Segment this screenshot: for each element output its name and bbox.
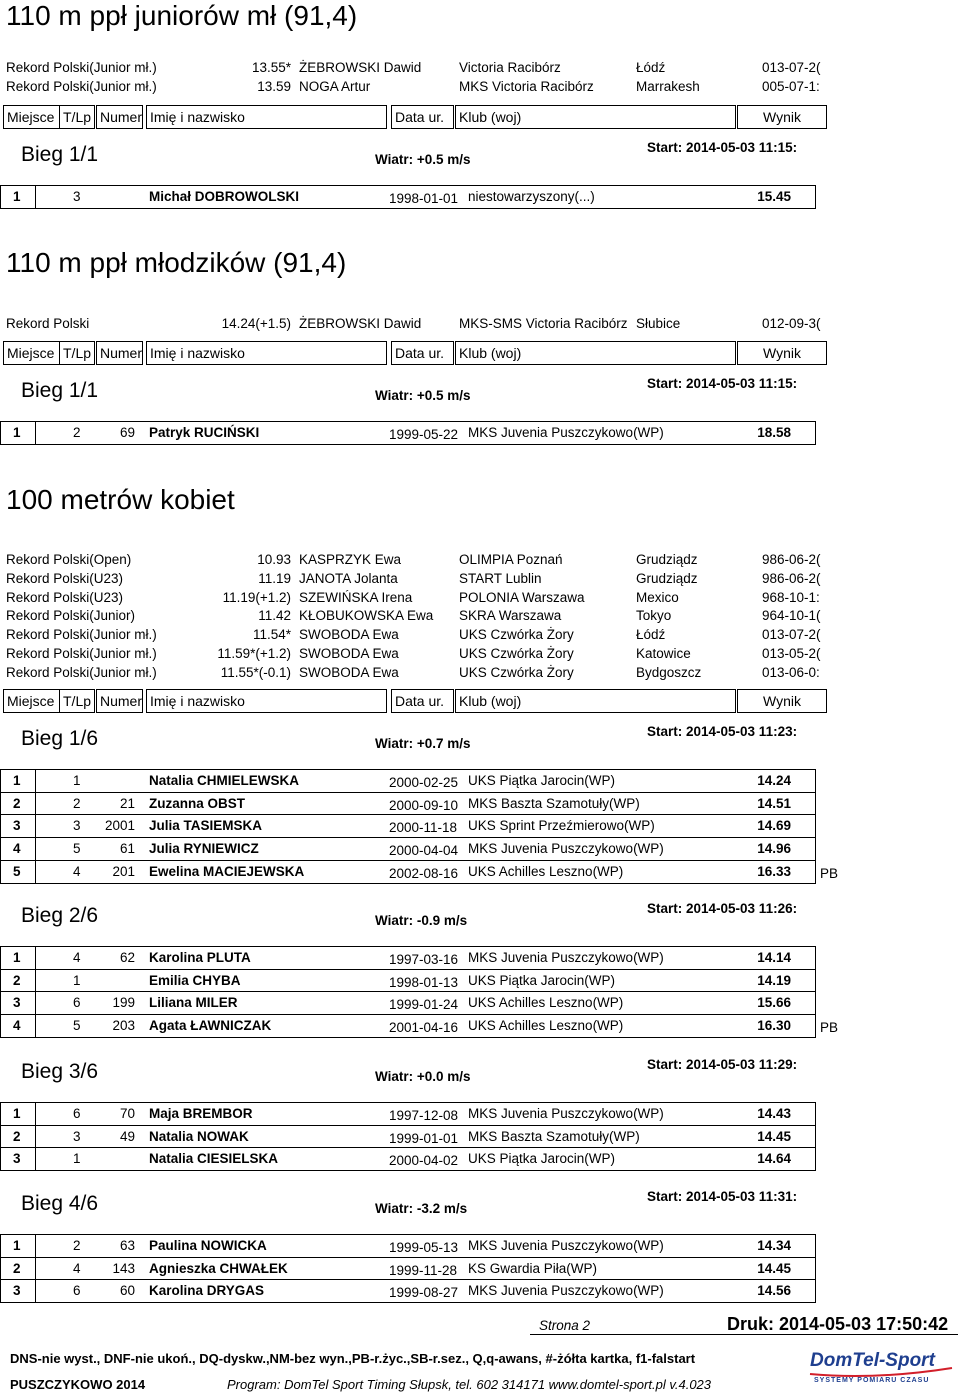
athlete-dob: 2000-09-10 bbox=[389, 797, 459, 813]
column-header-lane: T/Lp bbox=[59, 341, 95, 365]
result-time: 16.33 bbox=[757, 863, 791, 879]
result-lane: 4 bbox=[73, 950, 81, 965]
athlete-dob: 1999-05-22 bbox=[389, 427, 459, 442]
record-label: Rekord Polski(U23) bbox=[6, 589, 124, 605]
athlete-dob: 2002-08-16 bbox=[389, 865, 459, 881]
result-time: 16.30 bbox=[757, 1018, 791, 1034]
result-place: 3 bbox=[13, 995, 21, 1011]
record-label: Rekord Polski(U23) bbox=[6, 570, 124, 586]
record-result: 14.24(+1.5) bbox=[221, 316, 291, 331]
result-lane: 3 bbox=[73, 1128, 81, 1144]
record-holder: KŁOBUKOWSKA Ewa bbox=[299, 608, 434, 624]
athlete-dob: 1997-12-08 bbox=[389, 1108, 459, 1123]
heat-wind: Wiatr: -0.9 m/s bbox=[375, 913, 468, 928]
result-place: 3 bbox=[13, 1283, 21, 1299]
record-date: 986-06-2( bbox=[762, 552, 821, 567]
record-result: 10.93 bbox=[257, 552, 291, 567]
result-row-divider bbox=[0, 1302, 816, 1303]
result-lane: 3 bbox=[73, 818, 81, 834]
result-time: 14.64 bbox=[757, 1151, 791, 1167]
column-header-result: Wynik bbox=[737, 105, 827, 129]
heat-wind: Wiatr: +0.7 m/s bbox=[375, 736, 471, 751]
result-lane: 4 bbox=[73, 863, 81, 879]
column-header-lane: T/Lp bbox=[59, 689, 95, 713]
result-time: 15.66 bbox=[757, 995, 791, 1011]
record-result: 11.54* bbox=[252, 627, 291, 643]
record-result: 11.42 bbox=[258, 608, 291, 624]
record-place: Słubice bbox=[636, 316, 681, 331]
record-place: Tokyo bbox=[636, 608, 672, 624]
record-date: 013-06-0: bbox=[762, 664, 820, 680]
heat-title: Bieg 1/1 bbox=[21, 143, 99, 166]
result-row-divider bbox=[0, 969, 816, 970]
athlete-name: Julia TASIEMSKA bbox=[149, 818, 263, 834]
athlete-club: UKS Piątka Jarocin(WP) bbox=[468, 972, 616, 988]
record-holder: SWOBODA Ewa bbox=[299, 646, 399, 661]
heat-title: Bieg 1/1 bbox=[21, 379, 99, 402]
result-time: 14.34 bbox=[757, 1238, 791, 1253]
record-holder: ŻEBROWSKI Dawid bbox=[299, 316, 422, 331]
record-result: 11.59*(+1.2) bbox=[217, 646, 291, 661]
result-number: 61 bbox=[119, 841, 135, 857]
result-lane: 5 bbox=[73, 1018, 81, 1034]
record-date: 964-10-1( bbox=[762, 608, 821, 624]
athlete-name: Emilia CHYBA bbox=[149, 972, 241, 988]
record-result: 13.59 bbox=[257, 78, 291, 94]
heat-wind: Wiatr: +0.5 m/s bbox=[375, 152, 471, 167]
athlete-name: Agnieszka CHWAŁEK bbox=[149, 1260, 288, 1276]
result-number: 49 bbox=[119, 1128, 135, 1144]
heat-table-border bbox=[0, 421, 816, 422]
result-place: 4 bbox=[13, 841, 21, 857]
result-number: 63 bbox=[119, 1238, 135, 1253]
column-header-dob: Data ur. bbox=[391, 105, 454, 129]
result-number: 201 bbox=[112, 863, 135, 879]
athlete-dob: 1999-05-13 bbox=[389, 1240, 459, 1255]
athlete-dob: 1999-11-28 bbox=[389, 1262, 458, 1278]
result-note: PB bbox=[820, 865, 839, 881]
athlete-dob: 2000-04-02 bbox=[389, 1153, 459, 1169]
result-lane: 2 bbox=[73, 795, 81, 811]
record-date: 986-06-2( bbox=[762, 570, 821, 586]
result-time: 14.24 bbox=[757, 773, 791, 788]
result-number: 199 bbox=[112, 995, 135, 1011]
column-header-number: Numer bbox=[96, 105, 143, 129]
athlete-club: niestowarzyszony(...) bbox=[468, 189, 595, 204]
athlete-club: UKS Achilles Leszno(WP) bbox=[468, 863, 624, 879]
column-header-lane: T/Lp bbox=[59, 105, 95, 129]
result-row-divider bbox=[0, 1125, 816, 1126]
column-header-result: Wynik bbox=[737, 689, 827, 713]
result-number: 203 bbox=[112, 1018, 135, 1034]
record-date: 013-07-2( bbox=[762, 627, 821, 643]
heat-table-rule bbox=[815, 769, 816, 883]
result-row-divider bbox=[0, 208, 816, 209]
column-header-dob: Data ur. bbox=[391, 341, 454, 365]
record-club: UKS Czwórka Żory bbox=[459, 664, 574, 680]
athlete-club: UKS Piątka Jarocin(WP) bbox=[468, 1151, 616, 1167]
result-place: 1 bbox=[13, 1106, 21, 1121]
result-number: 69 bbox=[119, 425, 135, 440]
result-time: 15.45 bbox=[757, 189, 791, 204]
record-result: 11.19(+1.2) bbox=[222, 589, 291, 605]
result-note: PB bbox=[820, 1020, 839, 1036]
result-row-divider bbox=[0, 444, 816, 445]
heat-title: Bieg 4/6 bbox=[21, 1192, 99, 1215]
athlete-name: Michał DOBROWOLSKI bbox=[149, 189, 300, 204]
heat-table-rule bbox=[0, 1102, 1, 1170]
record-date: 013-05-2( bbox=[762, 646, 821, 661]
result-number: 60 bbox=[119, 1283, 135, 1299]
event-title: 110 m ppł młodzików (91,4) bbox=[6, 247, 347, 278]
column-header-dob: Data ur. bbox=[391, 689, 454, 713]
result-lane: 1 bbox=[73, 1151, 81, 1167]
heat-title: Bieg 3/6 bbox=[21, 1060, 99, 1083]
heat-start-time: Start: 2014-05-03 11:29: bbox=[647, 1057, 798, 1072]
heat-table-rule bbox=[35, 1102, 36, 1170]
footer-divider bbox=[530, 1334, 958, 1335]
result-lane: 1 bbox=[73, 972, 81, 988]
heat-table-rule bbox=[815, 1102, 816, 1170]
column-header-name: Imię i nazwisko bbox=[146, 689, 387, 713]
heat-table-rule bbox=[0, 769, 1, 883]
event-title: 110 m ppł juniorów mł (91,4) bbox=[6, 0, 358, 31]
heat-table-rule bbox=[815, 1234, 816, 1302]
heat-table-rule bbox=[0, 421, 1, 444]
result-number: 2001 bbox=[104, 818, 135, 834]
result-time: 14.96 bbox=[757, 841, 791, 857]
result-lane: 5 bbox=[73, 841, 81, 857]
result-row-divider bbox=[0, 837, 816, 838]
record-label: Rekord Polski(Junior mł.) bbox=[6, 60, 157, 75]
footer-legend: DNS-nie wyst., DNF-nie ukoń., DQ-dyskw.,NM-bez wyn.,PB-r.życ.,SB-r.sez., Q,q-awans, #-żółta kartka, f1-falstart bbox=[10, 1351, 696, 1366]
heat-table-border bbox=[0, 769, 816, 770]
result-row-divider bbox=[0, 860, 816, 861]
column-header-number: Numer bbox=[96, 341, 143, 365]
heat-wind: Wiatr: -3.2 m/s bbox=[375, 1201, 468, 1216]
record-holder: SZEWIŃSKA Irena bbox=[299, 589, 413, 605]
result-place: 3 bbox=[13, 818, 21, 834]
heat-wind: Wiatr: +0.5 m/s bbox=[375, 388, 471, 403]
result-place: 2 bbox=[13, 1128, 21, 1144]
result-row-divider bbox=[0, 1257, 816, 1258]
column-header-place: Miejsce bbox=[3, 105, 60, 129]
athlete-dob: 1999-01-24 bbox=[389, 997, 459, 1013]
athlete-name: Natalia NOWAK bbox=[149, 1128, 249, 1144]
result-lane: 4 bbox=[73, 1260, 81, 1276]
record-label: Rekord Polski(Junior mł.) bbox=[6, 627, 157, 643]
result-place: 5 bbox=[13, 863, 21, 879]
column-header-number: Numer bbox=[96, 689, 143, 713]
result-row-divider bbox=[0, 1147, 816, 1148]
record-label: Rekord Polski(Junior mł.) bbox=[6, 646, 157, 661]
heat-start-time: Start: 2014-05-03 11:15: bbox=[647, 376, 798, 391]
athlete-club: MKS Juvenia Puszczykowo(WP) bbox=[468, 950, 664, 965]
result-lane: 2 bbox=[73, 425, 81, 440]
record-label: Rekord Polski(Junior mł.) bbox=[6, 664, 157, 680]
athlete-name: Patryk RUCIŃSKI bbox=[149, 425, 260, 440]
result-lane: 6 bbox=[73, 1283, 81, 1299]
result-time: 14.45 bbox=[757, 1128, 791, 1144]
heat-table-rule bbox=[35, 185, 36, 208]
record-result: 13.55* bbox=[251, 60, 291, 75]
record-date: 013-07-2( bbox=[762, 60, 821, 75]
column-header-club: Klub (woj) bbox=[455, 105, 736, 129]
heat-table-rule bbox=[815, 421, 816, 444]
athlete-club: UKS Achilles Leszno(WP) bbox=[468, 995, 624, 1011]
athlete-name: Julia RYNIEWICZ bbox=[149, 841, 259, 857]
record-club: START Lublin bbox=[459, 570, 542, 586]
heat-table-border bbox=[0, 185, 816, 186]
record-date: 968-10-1: bbox=[762, 589, 820, 605]
heat-table-rule bbox=[815, 185, 816, 208]
heat-wind: Wiatr: +0.0 m/s bbox=[375, 1069, 471, 1084]
result-number: 143 bbox=[112, 1260, 135, 1276]
result-lane: 2 bbox=[73, 1238, 81, 1253]
record-club: Victoria Racibórz bbox=[459, 60, 561, 75]
record-club: SKRA Warszawa bbox=[459, 608, 562, 624]
record-place: Łódź bbox=[636, 627, 666, 643]
athlete-name: Maja BREMBOR bbox=[149, 1106, 253, 1121]
athlete-name: Liliana MILER bbox=[149, 995, 238, 1011]
result-lane: 1 bbox=[73, 773, 81, 788]
result-time: 14.14 bbox=[757, 950, 791, 965]
athlete-dob: 1997-03-16 bbox=[389, 952, 459, 967]
athlete-club: MKS Juvenia Puszczykowo(WP) bbox=[468, 1283, 664, 1299]
record-label: Rekord Polski bbox=[6, 316, 90, 331]
column-header-place: Miejsce bbox=[3, 689, 60, 713]
record-place: Grudziądz bbox=[636, 552, 698, 567]
result-time: 14.43 bbox=[757, 1106, 791, 1121]
athlete-name: Natalia CIESIELSKA bbox=[149, 1151, 279, 1167]
result-number: 62 bbox=[119, 950, 135, 965]
result-place: 2 bbox=[13, 795, 21, 811]
record-place: Grudziądz bbox=[636, 570, 698, 586]
record-holder: NOGA Artur bbox=[299, 78, 371, 94]
record-result: 11.55*(-0.1) bbox=[220, 664, 291, 680]
result-row-divider bbox=[0, 1037, 816, 1038]
result-time: 14.51 bbox=[757, 795, 791, 811]
heat-start-time: Start: 2014-05-03 11:15: bbox=[647, 140, 798, 155]
heat-table-border bbox=[0, 1234, 816, 1235]
heat-start-time: Start: 2014-05-03 11:23: bbox=[647, 724, 798, 739]
athlete-name: Paulina NOWICKA bbox=[149, 1238, 267, 1253]
result-place: 1 bbox=[13, 773, 21, 788]
athlete-name: Ewelina MACIEJEWSKA bbox=[149, 863, 305, 879]
record-place: Łódź bbox=[636, 60, 666, 75]
column-header-result: Wynik bbox=[737, 341, 827, 365]
result-number: 70 bbox=[119, 1106, 135, 1121]
result-lane: 3 bbox=[73, 189, 81, 204]
page-number: Strona 2 bbox=[539, 1318, 591, 1333]
record-place: Katowice bbox=[636, 646, 691, 661]
heat-table-border bbox=[0, 1102, 816, 1103]
result-place: 1 bbox=[13, 1238, 21, 1253]
logo-text: DomTel-Sport bbox=[810, 1350, 935, 1371]
heat-table-rule bbox=[35, 769, 36, 883]
result-row-divider bbox=[0, 883, 816, 884]
event-title: 100 metrów kobiet bbox=[6, 484, 235, 515]
print-timestamp: Druk: 2014-05-03 17:50:42 bbox=[727, 1314, 949, 1334]
result-lane: 6 bbox=[73, 1106, 81, 1121]
record-club: UKS Czwórka Żory bbox=[459, 646, 574, 661]
domtel-logo bbox=[806, 1350, 956, 1386]
record-holder: JANOTA Jolanta bbox=[299, 570, 398, 586]
heat-table-rule bbox=[0, 185, 1, 208]
record-label: Rekord Polski(Junior) bbox=[6, 608, 136, 624]
record-holder: SWOBODA Ewa bbox=[299, 627, 399, 643]
record-holder: SWOBODA Ewa bbox=[299, 664, 399, 680]
athlete-club: KS Gwardia Piła(WP) bbox=[468, 1260, 598, 1276]
heat-title: Bieg 1/6 bbox=[21, 727, 99, 750]
heat-title: Bieg 2/6 bbox=[21, 904, 99, 927]
result-row-divider bbox=[0, 991, 816, 992]
result-time: 14.45 bbox=[757, 1260, 791, 1276]
athlete-club: MKS Juvenia Puszczykowo(WP) bbox=[468, 1106, 664, 1121]
record-holder: ŻEBROWSKI Dawid bbox=[299, 60, 422, 75]
record-club: MKS Victoria Racibórz bbox=[459, 78, 594, 94]
record-date: 012-09-3( bbox=[762, 316, 821, 331]
record-holder: KASPRZYK Ewa bbox=[299, 552, 402, 567]
heat-start-time: Start: 2014-05-03 11:31: bbox=[647, 1189, 798, 1204]
result-lane: 6 bbox=[73, 995, 81, 1011]
record-club: UKS Czwórka Żory bbox=[459, 627, 574, 643]
record-club: POLONIA Warszawa bbox=[459, 589, 585, 605]
athlete-dob: 2000-04-04 bbox=[389, 843, 459, 859]
heat-table-border bbox=[0, 946, 816, 947]
result-time: 14.69 bbox=[757, 818, 791, 834]
athlete-name: Natalia CHMIELEWSKA bbox=[149, 773, 300, 788]
logo-subtitle: SYSTEMY POMIARU CZASU bbox=[814, 1377, 930, 1384]
record-club: OLIMPIA Poznań bbox=[459, 552, 563, 567]
athlete-name: Karolina DRYGAS bbox=[149, 1283, 265, 1299]
athlete-club: UKS Achilles Leszno(WP) bbox=[468, 1018, 624, 1034]
athlete-club: UKS Sprint Przeźmierowo(WP) bbox=[468, 818, 655, 834]
result-place: 4 bbox=[13, 1018, 21, 1034]
result-place: 1 bbox=[13, 950, 21, 965]
athlete-dob: 1998-01-01 bbox=[389, 191, 459, 206]
athlete-dob: 2001-04-16 bbox=[389, 1020, 459, 1036]
footer-program: Program: DomTel Sport Timing Słupsk, tel. 602 314171 www.domtel-sport.pl v.4.023 bbox=[227, 1377, 712, 1392]
athlete-name: Agata ŁAWNICZAK bbox=[149, 1018, 272, 1034]
record-label: Rekord Polski(Open) bbox=[6, 552, 132, 567]
result-row-divider bbox=[0, 814, 816, 815]
result-number: 21 bbox=[119, 795, 135, 811]
record-result: 11.19 bbox=[258, 570, 291, 586]
column-header-name: Imię i nazwisko bbox=[146, 105, 387, 129]
athlete-dob: 2000-02-25 bbox=[389, 775, 459, 790]
result-place: 3 bbox=[13, 1151, 21, 1167]
result-place: 2 bbox=[13, 972, 21, 988]
record-place: Marrakesh bbox=[636, 78, 700, 94]
result-place: 1 bbox=[13, 189, 21, 204]
column-header-place: Miejsce bbox=[3, 341, 60, 365]
result-time: 14.56 bbox=[757, 1283, 791, 1299]
result-row-divider bbox=[0, 1279, 816, 1280]
athlete-dob: 1999-08-27 bbox=[389, 1285, 459, 1301]
athlete-club: MKS Juvenia Puszczykowo(WP) bbox=[468, 841, 664, 857]
athlete-club: UKS Piątka Jarocin(WP) bbox=[468, 773, 616, 788]
result-time: 18.58 bbox=[757, 425, 791, 440]
record-date: 005-07-1: bbox=[762, 78, 820, 94]
athlete-dob: 2000-11-18 bbox=[389, 820, 458, 836]
record-label: Rekord Polski(Junior mł.) bbox=[6, 78, 157, 94]
column-header-club: Klub (woj) bbox=[455, 689, 736, 713]
athlete-club: MKS Juvenia Puszczykowo(WP) bbox=[468, 425, 664, 440]
athlete-dob: 1998-01-13 bbox=[389, 974, 459, 990]
record-club: MKS-SMS Victoria Racibórz bbox=[459, 316, 628, 331]
athlete-club: MKS Baszta Szamotuły(WP) bbox=[468, 795, 640, 811]
athlete-name: Karolina PLUTA bbox=[149, 950, 251, 965]
athlete-name: Zuzanna OBST bbox=[149, 795, 246, 811]
result-row-divider bbox=[0, 1170, 816, 1171]
heat-start-time: Start: 2014-05-03 11:26: bbox=[647, 901, 798, 916]
athlete-dob: 1999-01-01 bbox=[389, 1130, 459, 1146]
column-header-club: Klub (woj) bbox=[455, 341, 736, 365]
record-place: Bydgoszcz bbox=[636, 664, 702, 680]
heat-table-rule bbox=[0, 1234, 1, 1302]
heat-table-rule bbox=[35, 1234, 36, 1302]
record-place: Mexico bbox=[636, 589, 679, 605]
result-place: 1 bbox=[13, 425, 21, 440]
athlete-club: MKS Baszta Szamotuły(WP) bbox=[468, 1128, 640, 1144]
footer-location: PUSZCZYKOWO 2014 bbox=[10, 1377, 146, 1392]
result-row-divider bbox=[0, 792, 816, 793]
result-time: 14.19 bbox=[757, 972, 791, 988]
heat-table-rule bbox=[35, 421, 36, 444]
athlete-club: MKS Juvenia Puszczykowo(WP) bbox=[468, 1238, 664, 1253]
result-row-divider bbox=[0, 1014, 816, 1015]
column-header-name: Imię i nazwisko bbox=[146, 341, 387, 365]
result-place: 2 bbox=[13, 1260, 21, 1276]
